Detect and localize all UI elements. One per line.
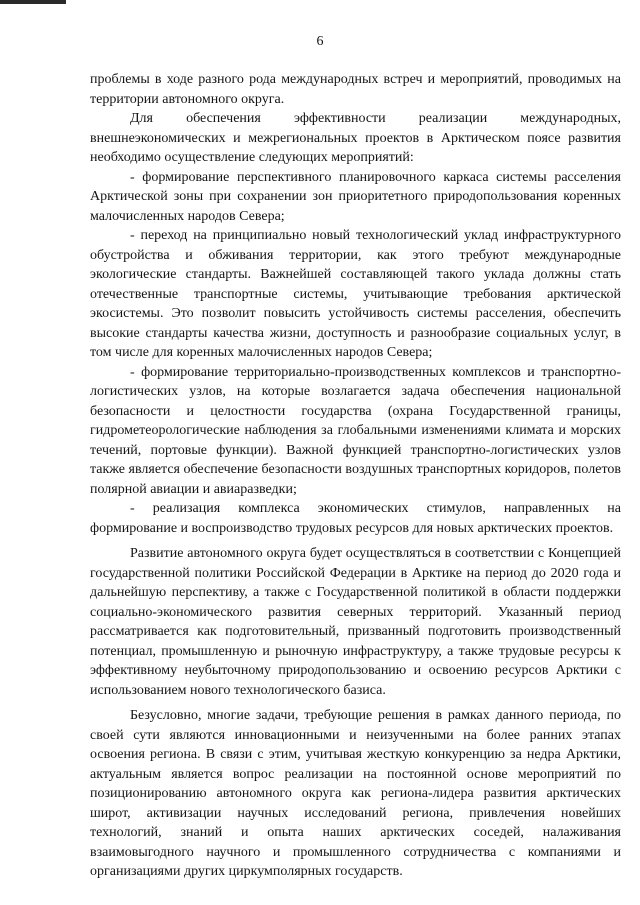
list-item-settlement-framework: - формирование перспективного планировочного каркаса системы расселения Арктической зоны при сохранении зон приоритетного природопользования коренных малочисленных народов Севера;	[90, 169, 621, 224]
list-item-technological-transition: - переход на принципиально новый технологический уклад инфраструктурного обустройства и обживания территории, как этого требуют международные экологические стандарты. Важнейшей составляющей такого уклада должны стать отечественные транспортные системы, учитывающие требования арктической экосистемы. Это позволит повысить устойчивость системы расселения, обеспечить высокие стандарты качества жизни, доступность и разнообразие социальных услуг, в том числе для коренных малочисленных народов Севера;	[90, 228, 621, 360]
paragraph-development-concept: Развитие автономного округа будет осуществляться в соответствии с Концепцией государственной политики Российской Федерации в Арктике на период до 2020 года и дальнейшую перспективу, а также с Государственной политикой в области поддержки социально-экономического развития северных территорий. Указанный период рассматривается как подготовительный, призванный подготовить производственный потенциал, промышленную и рыночную инфраструктуру, а также трудовые ресурсы к эффективному неубыточному природопользованию и освоению ресурсов Арктики с использованием нового технологического базиса.	[90, 546, 621, 698]
scan-corner-mark	[0, 0, 66, 4]
paragraph-innovation-tasks: Безусловно, многие задачи, требующие решения в рамках данного периода, по своей сути являются инновационными и неизученными на более ранних этапах освоения региона. В связи с этим, учитывая жесткую конкуренцию за недра Арктики, актуальным является вопрос реализации на постоянной основе мероприятий по позиционированию автономного округа как региона-лидера развития арктических широт, активизации научных исследований региона, привлечения новейших технологий, знаний и опыта наших арктических соседей, налаживания взаимовыгодного научного и промышленного сотрудничества с компаниями и организациями других циркумполярных государств.	[90, 708, 621, 879]
paragraph-continuation: проблемы в ходе разного рода международных встреч и мероприятий, проводимых на территории автономного округа.	[90, 72, 621, 107]
paragraph-measures-intro: Для обеспечения эффективности реализации международных, внешнеэкономических и межрегиональных проектов в Арктическом поясе развития необходимо осуществление следующих мероприятий:	[90, 111, 621, 165]
list-item-economic-incentives: - реализация комплекса экономических стимулов, направленных на формирование и воспроизводство трудовых ресурсов для новых арктических проектов.	[90, 501, 621, 536]
list-item-logistics-hubs: - формирование территориально-производственных комплексов и транспортно-логистических узлов, на которые возлагается задача обеспечения национальной безопасности и целостности государства (охрана Государственной границы, гидрометеорологические наблюдения за глобальными изменениями климата и морских течений, портовые функции). Важной функцией транспортно-логистических узлов также является обеспечение безопасности воздушных транспортных коридоров, полетов полярной авиации и авиаразведки;	[90, 364, 621, 497]
document-body	[90, 70, 621, 882]
page-number: 6	[316, 34, 324, 49]
